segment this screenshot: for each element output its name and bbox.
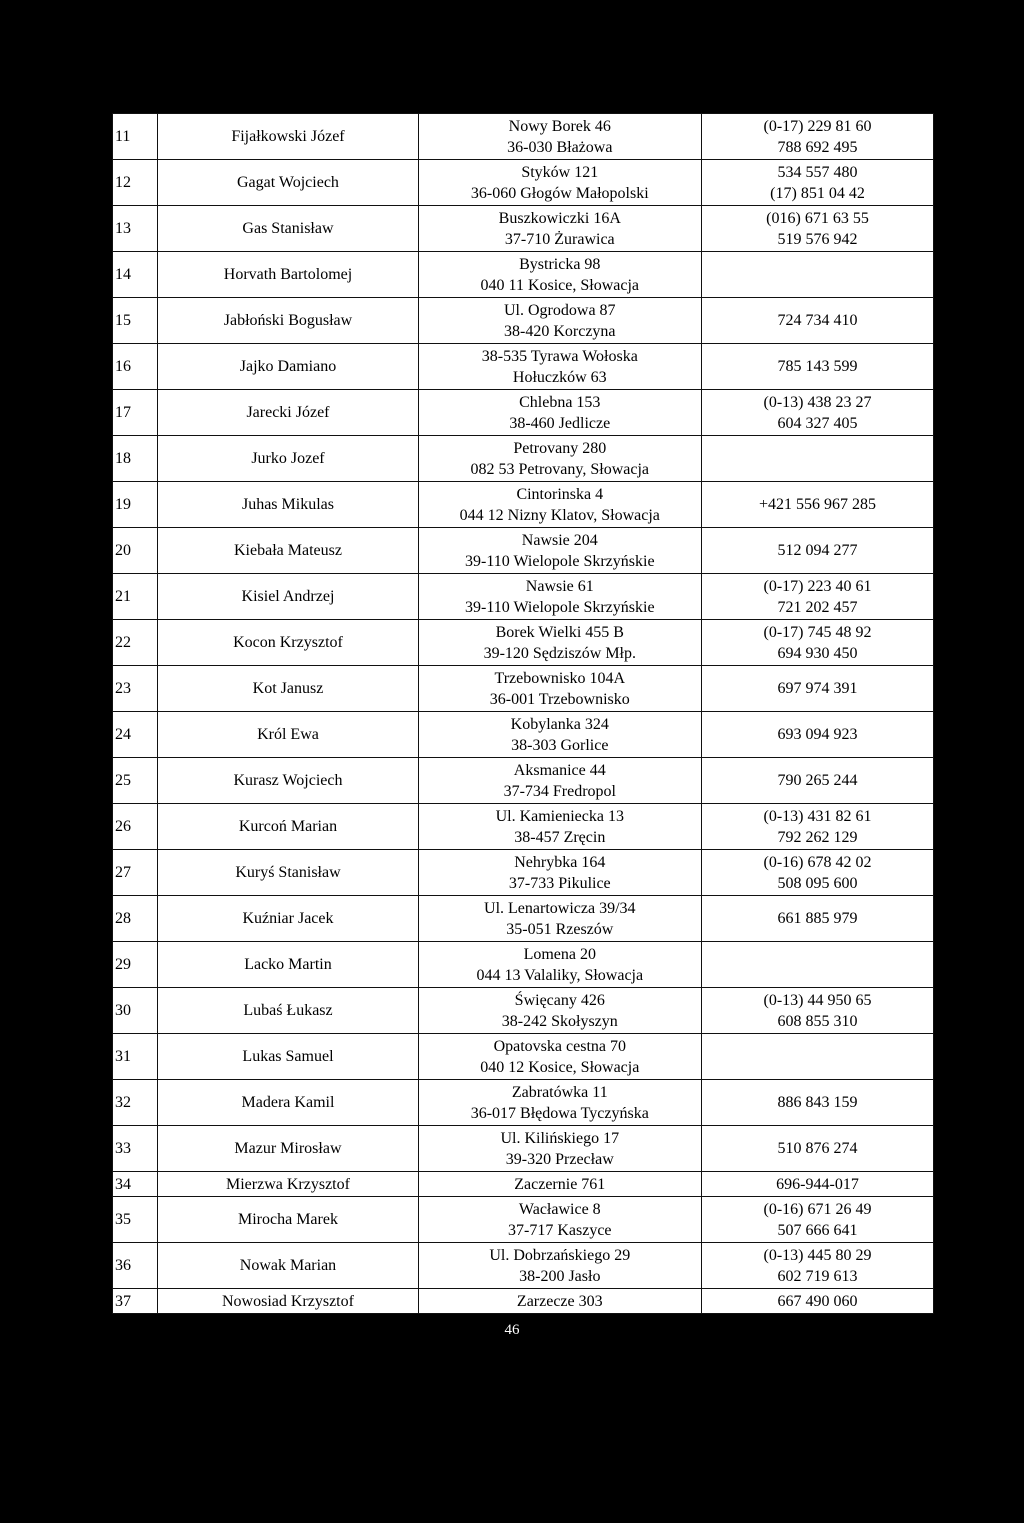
phone-number: 790 265 244 xyxy=(777,772,858,789)
address-line: Aksmanice 44 xyxy=(513,761,606,779)
row-number: 21 xyxy=(113,574,158,620)
phone-number: 534 557 480 xyxy=(777,163,858,181)
row-number: 36 xyxy=(113,1243,158,1289)
person-name: Lubaś Łukasz xyxy=(158,988,418,1034)
phone-cell xyxy=(701,896,933,942)
address-cell xyxy=(418,1172,701,1197)
phone-cell xyxy=(701,850,933,896)
person-name: Kuryś Stanisław xyxy=(158,850,418,896)
phone-number: 886 843 159 xyxy=(777,1094,858,1111)
row-number: 37 xyxy=(113,1289,158,1314)
address-line: 044 12 Nizny Klatov, Słowacja xyxy=(459,506,660,524)
address-line: 39-320 Przecław xyxy=(505,1150,614,1168)
phone-number: 512 094 277 xyxy=(777,542,858,559)
address-cell xyxy=(418,252,701,298)
address-line: Ul. Kilińskiego 17 xyxy=(500,1129,620,1147)
row-number: 19 xyxy=(113,482,158,528)
person-name: Horvath Bartolomej xyxy=(158,252,418,298)
table-row xyxy=(113,528,934,574)
row-number: 20 xyxy=(113,528,158,574)
address-line: 36-001 Trzebownisko xyxy=(489,690,630,708)
address-cell xyxy=(418,850,701,896)
address-line: 082 53 Petrovany, Słowacja xyxy=(470,460,650,478)
row-number: 26 xyxy=(113,804,158,850)
address-cell xyxy=(418,804,701,850)
address-line: 37-733 Pikulice xyxy=(508,874,611,892)
phone-cell xyxy=(701,206,933,252)
phone-number: +421 556 967 285 xyxy=(758,496,876,513)
table-row xyxy=(113,1197,934,1243)
phone-number: 508 095 600 xyxy=(777,874,858,892)
table-row xyxy=(113,804,934,850)
address-cell xyxy=(418,758,701,804)
address-line: Nawsie 204 xyxy=(521,531,598,549)
address-line: Ul. Dobrzańskiego 29 xyxy=(489,1246,631,1264)
phone-cell xyxy=(701,758,933,804)
address-line: 38-303 Gorlice xyxy=(511,736,609,754)
table-row xyxy=(113,390,934,436)
address-line: 040 12 Kosice, Słowacja xyxy=(480,1058,640,1076)
phone-number: 510 876 274 xyxy=(777,1140,858,1157)
address-cell xyxy=(418,942,701,988)
phone-number: (0-16) 671 26 49 xyxy=(763,1200,872,1218)
person-name: Jarecki Józef xyxy=(158,390,418,436)
address-line: Petrovany 280 xyxy=(513,439,607,457)
address-line: Kobylanka 324 xyxy=(510,715,609,733)
row-number: 13 xyxy=(113,206,158,252)
address-line: 39-120 Sędziszów Młp. xyxy=(483,644,636,662)
row-number: 31 xyxy=(113,1034,158,1080)
address-line: Zaczernie 761 xyxy=(514,1175,606,1193)
row-number: 28 xyxy=(113,896,158,942)
address-line: Ul. Ogrodowa 87 xyxy=(504,301,616,319)
address-cell xyxy=(418,712,701,758)
address-line: 35-051 Rzeszów xyxy=(506,920,614,938)
person-name: Gagat Wojciech xyxy=(158,160,418,206)
phone-cell xyxy=(701,1172,933,1197)
phone-cell xyxy=(701,1197,933,1243)
table-row xyxy=(113,1080,934,1126)
person-name: Nowosiad Krzysztof xyxy=(158,1289,418,1314)
person-name: Nowak Marian xyxy=(158,1243,418,1289)
table-row xyxy=(113,436,934,482)
address-cell xyxy=(418,160,701,206)
row-number: 23 xyxy=(113,666,158,712)
address-cell xyxy=(418,896,701,942)
address-line: Hołuczków 63 xyxy=(512,368,607,386)
address-line: Lomena 20 xyxy=(523,945,596,963)
address-cell xyxy=(418,1126,701,1172)
address-line: 37-710 Żurawica xyxy=(504,230,615,248)
registry-table xyxy=(112,113,934,1314)
address-line: Opatovska cestna 70 xyxy=(493,1037,626,1055)
row-number: 16 xyxy=(113,344,158,390)
address-line: Cintorinska 4 xyxy=(516,485,604,503)
table-row xyxy=(113,482,934,528)
table-row xyxy=(113,574,934,620)
phone-cell xyxy=(701,436,933,482)
phone-number: (0-17) 223 40 61 xyxy=(763,577,872,595)
row-number: 35 xyxy=(113,1197,158,1243)
row-number: 25 xyxy=(113,758,158,804)
address-line: 38-200 Jasło xyxy=(519,1267,601,1285)
address-line: 38-420 Korczyna xyxy=(504,322,616,340)
phone-number: 602 719 613 xyxy=(777,1267,858,1285)
row-number: 24 xyxy=(113,712,158,758)
address-cell xyxy=(418,114,701,160)
phone-cell xyxy=(701,712,933,758)
phone-cell xyxy=(701,298,933,344)
row-number: 22 xyxy=(113,620,158,666)
address-line: 38-242 Skołyszyn xyxy=(501,1012,618,1030)
registry-table-body xyxy=(113,114,934,1314)
table-row xyxy=(113,758,934,804)
row-number: 27 xyxy=(113,850,158,896)
phone-number: 507 666 641 xyxy=(777,1221,858,1239)
row-number: 11 xyxy=(113,114,158,160)
address-line: Nowy Borek 46 xyxy=(508,117,611,135)
person-name: Kurasz Wojciech xyxy=(158,758,418,804)
phone-number: 694 930 450 xyxy=(777,644,858,662)
phone-number: 785 143 599 xyxy=(777,358,858,375)
address-cell xyxy=(418,1034,701,1080)
phone-number: (016) 671 63 55 xyxy=(766,209,869,227)
phone-cell xyxy=(701,574,933,620)
person-name: Fijałkowski Józef xyxy=(158,114,418,160)
phone-cell xyxy=(701,344,933,390)
address-cell xyxy=(418,298,701,344)
address-cell xyxy=(418,206,701,252)
table-row xyxy=(113,896,934,942)
phone-cell xyxy=(701,804,933,850)
row-number: 17 xyxy=(113,390,158,436)
address-line: Zarzecze 303 xyxy=(516,1292,603,1310)
row-number: 18 xyxy=(113,436,158,482)
table-row xyxy=(113,850,934,896)
phone-number: 724 734 410 xyxy=(777,312,858,329)
person-name: Mazur Mirosław xyxy=(158,1126,418,1172)
row-number: 34 xyxy=(113,1172,158,1197)
row-number: 14 xyxy=(113,252,158,298)
address-line: Wacławice 8 xyxy=(518,1200,601,1218)
person-name: Kot Janusz xyxy=(158,666,418,712)
person-name: Madera Kamil xyxy=(158,1080,418,1126)
person-name: Kiebała Mateusz xyxy=(158,528,418,574)
address-cell xyxy=(418,620,701,666)
phone-number: 604 327 405 xyxy=(777,414,858,432)
person-name: Kuźniar Jacek xyxy=(158,896,418,942)
address-cell xyxy=(418,666,701,712)
phone-number: (0-17) 745 48 92 xyxy=(763,623,872,641)
phone-number: (0-13) 431 82 61 xyxy=(763,807,872,825)
table-row xyxy=(113,942,934,988)
table-row xyxy=(113,1126,934,1172)
phone-cell xyxy=(701,1243,933,1289)
address-line: 38-535 Tyrawa Wołoska xyxy=(481,347,638,365)
phone-cell xyxy=(701,160,933,206)
phone-cell xyxy=(701,252,933,298)
table-row xyxy=(113,160,934,206)
address-line: 37-734 Fredropol xyxy=(503,782,616,800)
table-row xyxy=(113,206,934,252)
table-row xyxy=(113,344,934,390)
person-name: Jabłoński Bogusław xyxy=(158,298,418,344)
address-line: 044 13 Valaliky, Słowacja xyxy=(476,966,644,984)
address-line: 38-457 Zręcin xyxy=(514,828,606,846)
phone-number: (0-13) 445 80 29 xyxy=(763,1246,872,1264)
address-cell xyxy=(418,1243,701,1289)
phone-cell xyxy=(701,528,933,574)
phone-number: 693 094 923 xyxy=(777,726,858,743)
row-number: 32 xyxy=(113,1080,158,1126)
phone-cell xyxy=(701,390,933,436)
address-cell xyxy=(418,574,701,620)
phone-cell xyxy=(701,942,933,988)
address-line: Święcany 426 xyxy=(514,991,605,1009)
phone-number: 697 974 391 xyxy=(777,680,858,697)
address-line: 36-060 Głogów Małopolski xyxy=(470,184,649,202)
address-line: 040 11 Kosice, Słowacja xyxy=(480,276,640,294)
person-name: Kocon Krzysztof xyxy=(158,620,418,666)
table-row xyxy=(113,712,934,758)
person-name: Kisiel Andrzej xyxy=(158,574,418,620)
address-cell xyxy=(418,344,701,390)
address-line: Borek Wielki 455 B xyxy=(495,623,624,641)
person-name: Gas Stanisław xyxy=(158,206,418,252)
row-number: 30 xyxy=(113,988,158,1034)
phone-number: 519 576 942 xyxy=(777,230,858,248)
person-name: Kurcoń Marian xyxy=(158,804,418,850)
table-row xyxy=(113,114,934,160)
address-line: 39-110 Wielopole Skrzyńskie xyxy=(465,552,655,570)
person-name: Lukas Samuel xyxy=(158,1034,418,1080)
page-number: 46 xyxy=(504,1322,520,1338)
address-line: 36-017 Błędowa Tyczyńska xyxy=(470,1104,649,1122)
phone-number: (0-13) 438 23 27 xyxy=(763,393,872,411)
address-line: 36-030 Błażowa xyxy=(507,138,613,156)
address-cell xyxy=(418,482,701,528)
row-number: 33 xyxy=(113,1126,158,1172)
address-cell xyxy=(418,436,701,482)
table-row xyxy=(113,1289,934,1314)
phone-cell xyxy=(701,1126,933,1172)
address-line: Chlebna 153 xyxy=(519,393,601,411)
table-row xyxy=(113,298,934,344)
address-line: 39-110 Wielopole Skrzyńskie xyxy=(465,598,655,616)
table-row xyxy=(113,1172,934,1197)
person-name: Mierzwa Krzysztof xyxy=(158,1172,418,1197)
person-name: Lacko Martin xyxy=(158,942,418,988)
phone-number: (0-13) 44 950 65 xyxy=(763,991,872,1009)
phone-cell xyxy=(701,620,933,666)
phone-number: (0-16) 678 42 02 xyxy=(763,853,872,871)
row-number: 15 xyxy=(113,298,158,344)
phone-number: 667 490 060 xyxy=(777,1292,858,1310)
phone-number: 661 885 979 xyxy=(777,910,858,927)
address-line: Bystricka 98 xyxy=(519,255,601,273)
person-name: Jajko Damiano xyxy=(158,344,418,390)
phone-number: (17) 851 04 42 xyxy=(770,184,865,202)
table-row xyxy=(113,1034,934,1080)
address-line: Nehrybka 164 xyxy=(514,853,606,871)
table-row xyxy=(113,252,934,298)
row-number: 12 xyxy=(113,160,158,206)
address-line: Zabratówka 11 xyxy=(511,1083,608,1101)
phone-cell xyxy=(701,666,933,712)
phone-number: 721 202 457 xyxy=(777,598,858,616)
phone-cell xyxy=(701,1289,933,1314)
address-line: Trzebownisko 104A xyxy=(494,669,626,687)
address-line: Nawsie 61 xyxy=(525,577,594,595)
address-cell xyxy=(418,1289,701,1314)
table-row xyxy=(113,1243,934,1289)
address-line: Ul. Kamieniecka 13 xyxy=(495,807,624,825)
address-line: 38-460 Jedlicze xyxy=(509,414,611,432)
phone-number: 788 692 495 xyxy=(777,138,858,156)
person-name: Jurko Jozef xyxy=(158,436,418,482)
phone-cell xyxy=(701,114,933,160)
phone-number: 608 855 310 xyxy=(777,1012,858,1030)
phone-number: (0-17) 229 81 60 xyxy=(763,117,872,135)
address-line: Buszkowiczki 16A xyxy=(498,209,621,227)
row-number: 29 xyxy=(113,942,158,988)
person-name: Juhas Mikulas xyxy=(158,482,418,528)
address-cell xyxy=(418,1080,701,1126)
phone-cell xyxy=(701,988,933,1034)
address-line: Styków 121 xyxy=(521,163,599,181)
phone-number: 792 262 129 xyxy=(777,828,858,846)
address-line: 37-717 Kaszyce xyxy=(508,1221,612,1239)
phone-cell xyxy=(701,1034,933,1080)
address-cell xyxy=(418,1197,701,1243)
person-name: Król Ewa xyxy=(158,712,418,758)
person-name: Mirocha Marek xyxy=(158,1197,418,1243)
address-line: Ul. Lenartowicza 39/34 xyxy=(484,899,636,917)
address-cell xyxy=(418,528,701,574)
table-row xyxy=(113,666,934,712)
address-cell xyxy=(418,988,701,1034)
table-row xyxy=(113,620,934,666)
phone-number: 696-944-017 xyxy=(776,1175,859,1193)
phone-cell xyxy=(701,482,933,528)
phone-cell xyxy=(701,1080,933,1126)
address-cell xyxy=(418,390,701,436)
table-row xyxy=(113,988,934,1034)
